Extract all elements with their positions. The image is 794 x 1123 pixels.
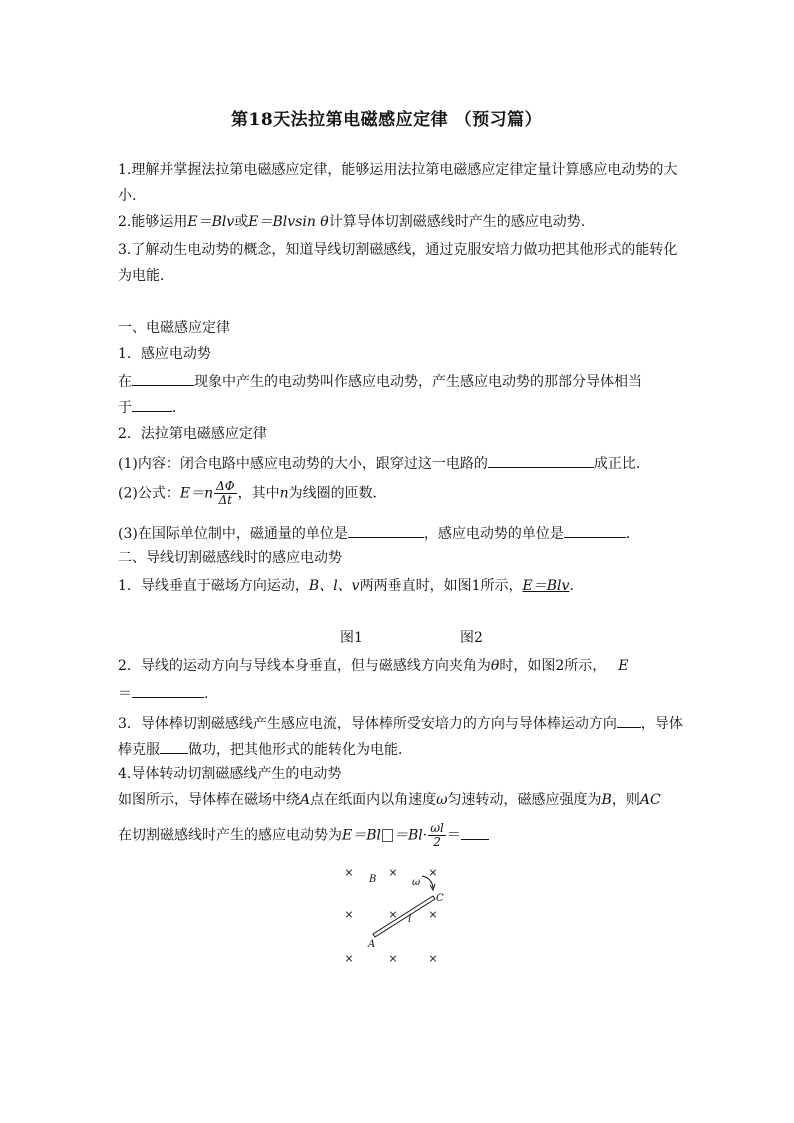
field-cross: × (388, 952, 398, 965)
page-title: 第18天法拉第电磁感应定律 （预习篇） (231, 110, 543, 130)
missing-glyph-box (382, 829, 393, 842)
field-cross: × (388, 908, 398, 921)
sec2-item-2-a: 2．导线的运动方向与导线本身垂直，但与磁感线方向夹角为θ时，如图2所示， E (118, 658, 629, 674)
figure-2-caption: 图2 (460, 630, 483, 646)
field-cross: × (428, 866, 438, 879)
label-omega: ω (412, 877, 421, 888)
fraction: $\frac{\omega l}{2}$ (430, 821, 444, 849)
fill-blank[interactable] (160, 738, 188, 754)
fill-blank[interactable] (132, 370, 194, 386)
sec1-para-1-a: 在 现象中产生的电动势叫作感应电动势，产生感应电动势的那部分导体相当 (118, 370, 642, 392)
goal-2: 2.能够运用E＝Blv或E＝Blvsin θ计算导体切割磁感线时产生的感应电动势. (118, 214, 586, 230)
sec2-item-4-a: 如图所示，导体棒在磁场中绕A点在纸面内以角速度ω匀速转动，磁感应强度为B，则AC (118, 792, 661, 808)
section-2-heading: 二、导线切割磁感线时的感应电动势 (118, 550, 342, 566)
sec2-item-3-b: 棒克服 做功，把其他形式的能转化为电能． (118, 738, 412, 760)
fill-blank[interactable] (132, 682, 204, 698)
label-C: C (436, 893, 444, 904)
fill-blank[interactable] (348, 522, 424, 538)
field-cross: × (428, 908, 438, 921)
goal-1-line-a: 1.理解并掌握法拉第电磁感应定律，能够运用法拉第电磁感应定律定量计算感应电动势的大 (118, 162, 678, 178)
sec1-para-1-b: 于 ． (118, 396, 186, 418)
figure-1-caption: 图1 (340, 630, 363, 646)
fill-blank[interactable] (564, 522, 626, 538)
law-content: (1)内容：闭合电路中感应电动势的大小，跟穿过这一电路的 成正比． (118, 452, 650, 474)
label-l: l (408, 914, 412, 925)
label-B: B (369, 874, 377, 885)
rotating-rod-diagram (340, 860, 460, 970)
goal-3-line-b: 为电能． (118, 268, 174, 284)
sec2-item-3-a: 3．导体棒切割磁感线产生感应电流，导体棒所受安培力的方向与导体棒运动方向 ，导体 (118, 712, 683, 734)
label-A: A (368, 939, 376, 950)
section-1-sub-2: 2．法拉第电磁感应定律 (118, 426, 267, 442)
fill-blank[interactable] (461, 824, 489, 840)
law-formula: (2)公式：E＝n $\frac{\Delta\Phi}{\Delta t}$ ，其中n为线圈的匝数． (118, 479, 387, 507)
section-1-sub-1: 1．感应电动势 (118, 346, 211, 362)
field-cross: × (428, 952, 438, 965)
fraction: $\frac{\Delta\Phi}{\Delta t}$ (216, 479, 235, 507)
field-cross: × (344, 866, 354, 879)
section-1-heading: 一、电磁感应定律 (118, 320, 230, 336)
field-cross: × (344, 952, 354, 965)
sec2-item-2-b: ＝ . (118, 682, 208, 704)
sec2-sub-4: 4.导体转动切割磁感线产生的电动势 (118, 766, 342, 782)
goal-1-line-b: 小. (118, 188, 137, 204)
fill-blank[interactable] (132, 396, 172, 412)
law-units: (3)在国际单位制中，磁通量的单位是 ，感应电动势的单位是 ． (118, 522, 640, 544)
field-cross: × (344, 908, 354, 921)
goal-3-line-a: 3.了解动生电动势的概念，知道导线切割磁感线，通过克服安培力做功把其他形式的能转化 (118, 242, 678, 258)
sec2-item-4-b: 在切割磁感线时产生的感应电动势为E＝Bl ＝Bl· $\frac{\omega l}{2}$ ＝ (118, 822, 489, 849)
rod-AC (373, 896, 438, 937)
field-cross: × (388, 866, 398, 879)
fill-blank[interactable] (488, 452, 594, 468)
sec2-item-1: 1．导线垂直于磁场方向运动，B、l、v两两垂直时，如图1所示，E＝Blv. (118, 578, 574, 594)
fill-blank[interactable] (617, 712, 641, 728)
